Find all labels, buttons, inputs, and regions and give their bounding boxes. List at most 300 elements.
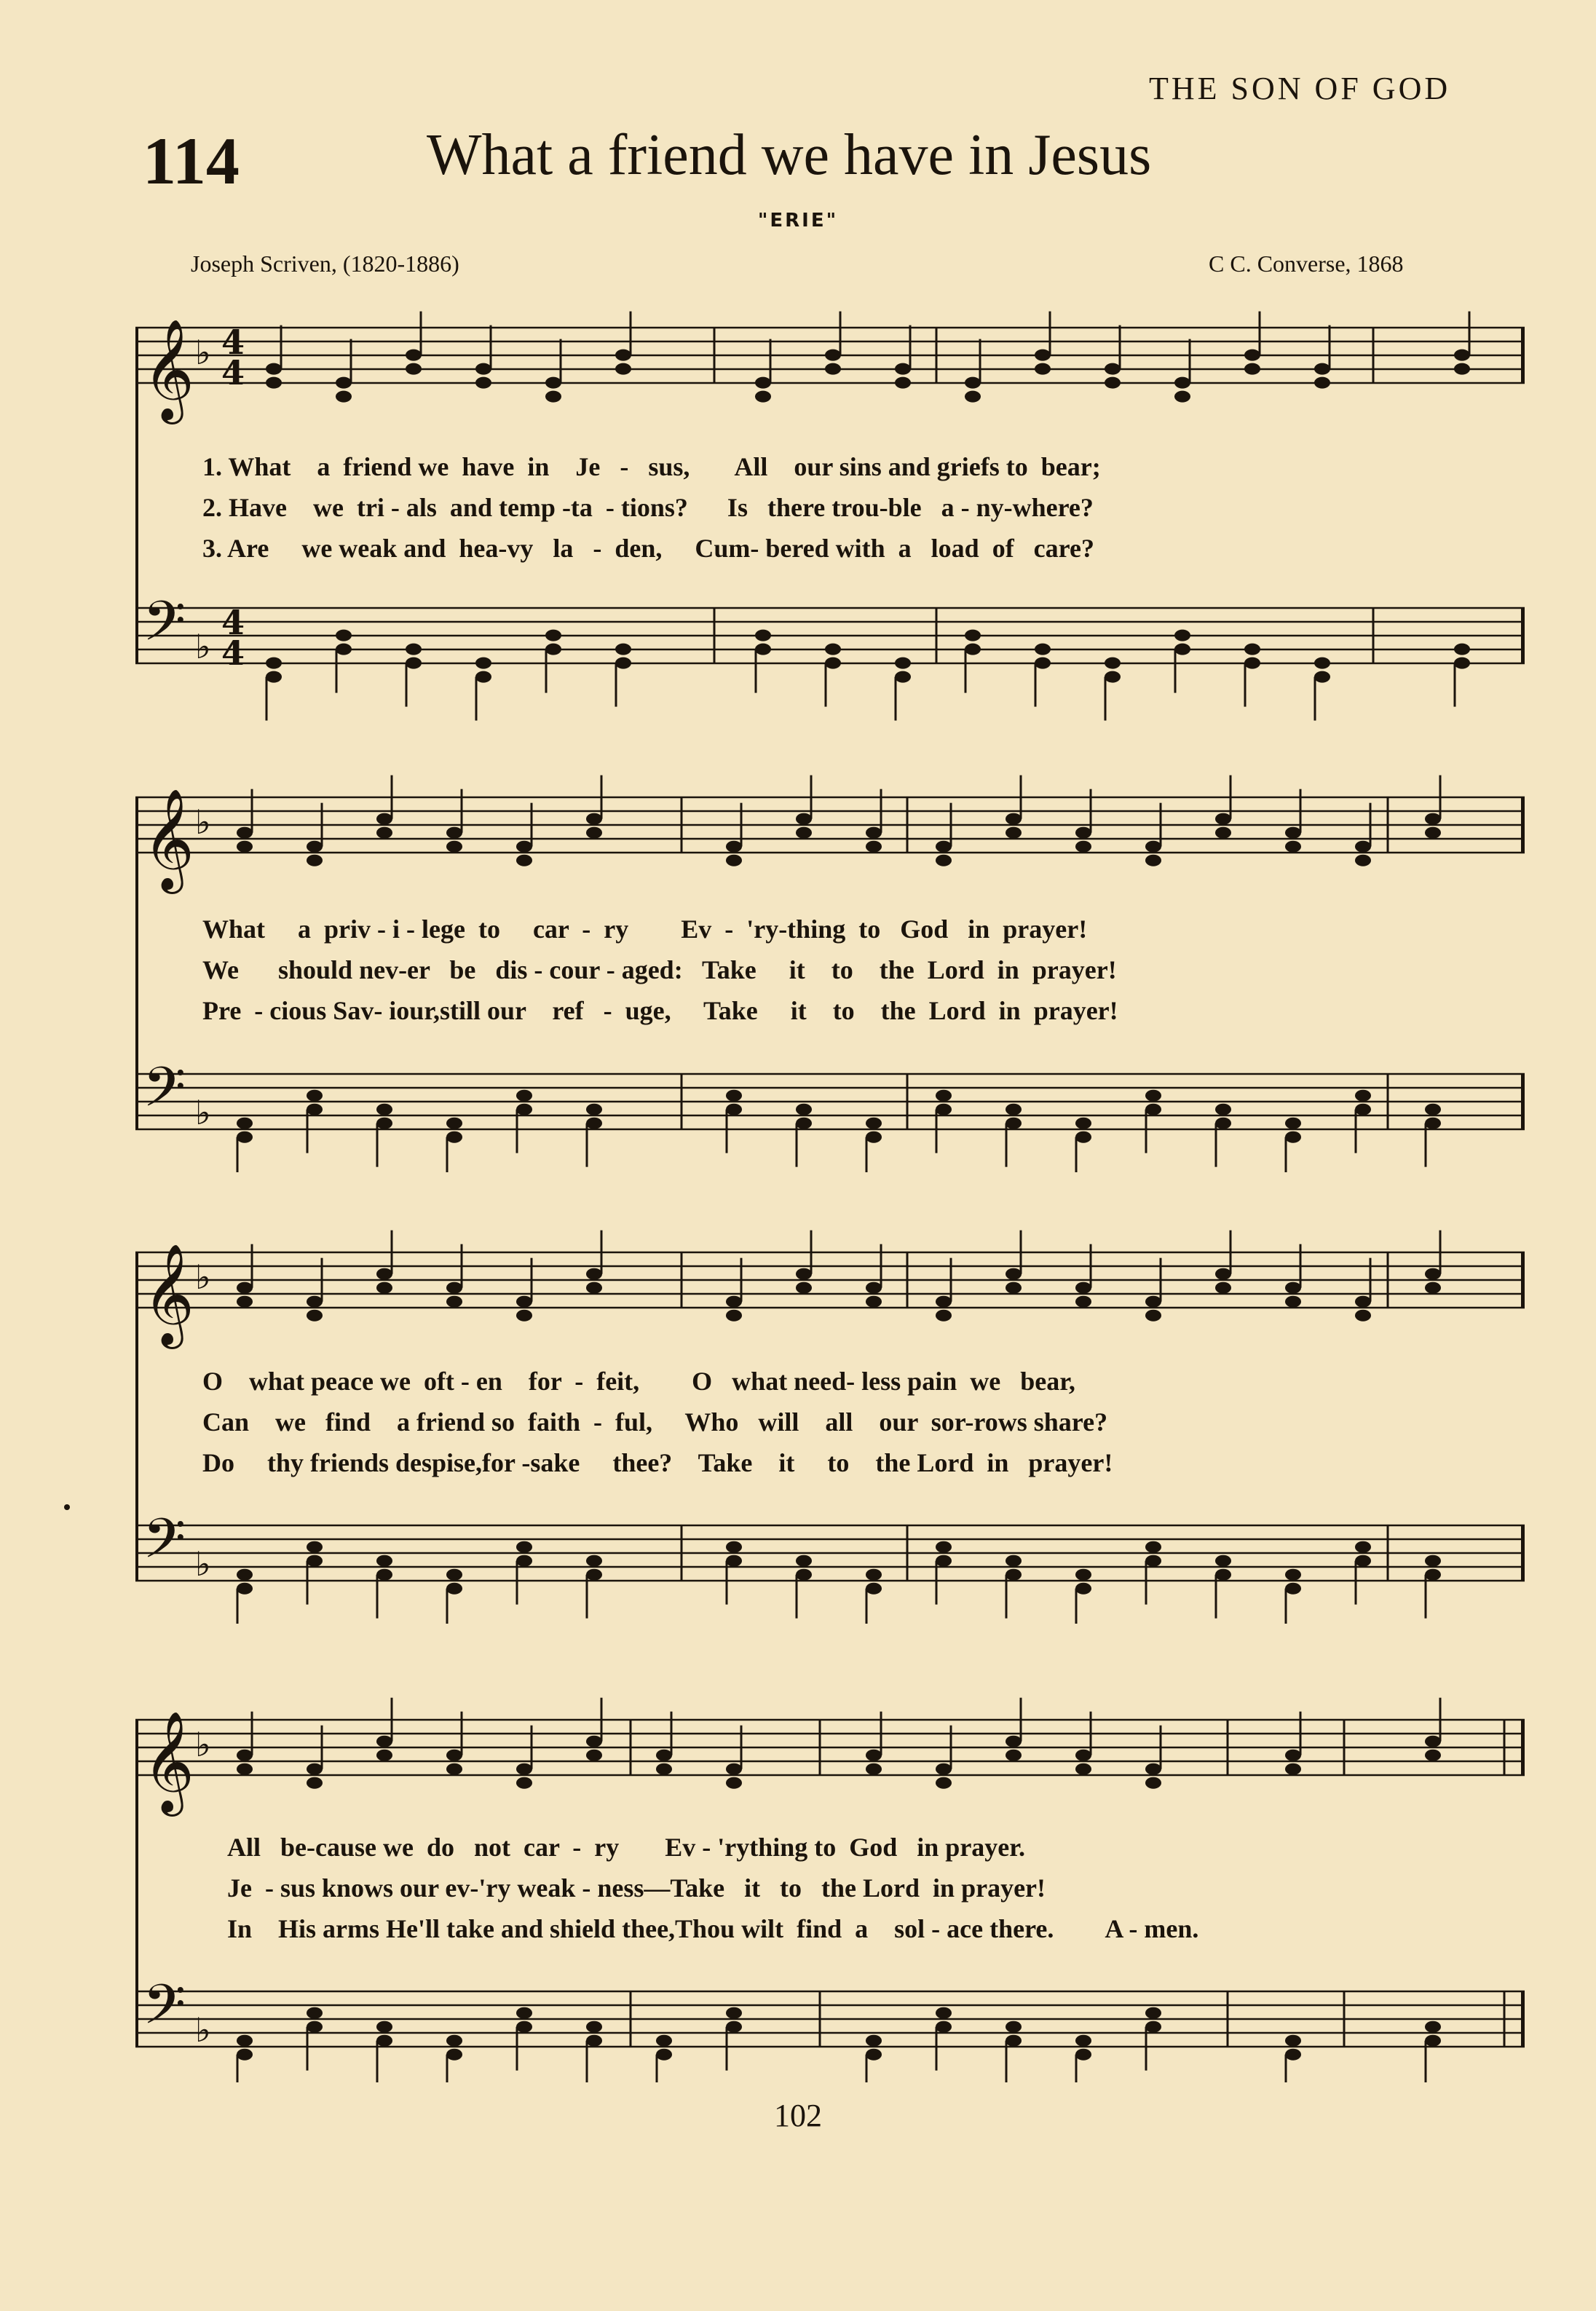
treble-clef-icon: 𝄞 — [143, 789, 194, 890]
note-head — [1006, 2035, 1022, 2047]
note-head — [726, 1777, 742, 1789]
note-head — [237, 827, 253, 839]
note-head — [866, 1750, 882, 1761]
note-head — [825, 657, 841, 669]
note-head — [1006, 813, 1022, 825]
note-head — [866, 1569, 882, 1581]
note-head — [1425, 1104, 1441, 1115]
note-head — [376, 1268, 392, 1280]
note-head — [1285, 1131, 1301, 1143]
note-head — [237, 1763, 253, 1775]
note-head — [1454, 363, 1470, 375]
note-head — [615, 363, 631, 375]
time-signature-bottom: 4 — [221, 633, 245, 673]
key-flat-icon: ♭ — [195, 1093, 211, 1132]
ink-speck — [64, 1504, 70, 1510]
note-head — [1006, 1736, 1022, 1747]
note-head — [1285, 2035, 1301, 2047]
note-head — [516, 2007, 532, 2019]
note-head — [1145, 1777, 1161, 1789]
note-head — [446, 2035, 462, 2047]
note-head — [516, 1296, 532, 1308]
note-head — [1105, 377, 1121, 389]
note-head — [307, 1541, 323, 1553]
note-head — [1145, 1763, 1161, 1775]
note-head — [237, 1131, 253, 1143]
note-head — [586, 2021, 602, 2033]
lyric-line-verse-3: In His arms He'll take and shield thee,Thou wilt find a sol - ace there. A - men. — [227, 1914, 1199, 1943]
note-head — [965, 630, 981, 641]
treble-clef-icon: 𝄞 — [143, 1244, 194, 1345]
note-head — [796, 827, 812, 839]
note-head — [406, 363, 422, 375]
note-head — [755, 644, 771, 655]
note-head — [866, 841, 882, 853]
section-header: THE SON OF GOD — [1149, 71, 1451, 106]
note-head — [1314, 377, 1330, 389]
time-signature-top: 4 — [221, 603, 245, 642]
note-head — [936, 1541, 952, 1553]
note-head — [866, 1583, 882, 1595]
music-system-1 — [135, 306, 1525, 728]
note-head — [1215, 1268, 1231, 1280]
note-head — [237, 1118, 253, 1129]
note-head — [1075, 1296, 1091, 1308]
note-head — [1006, 1118, 1022, 1129]
note-head — [726, 1541, 742, 1553]
lyric-line-verse-1: What a priv - i - lege to car - ry Ev - 'ry-thing to God in prayer! — [202, 914, 1088, 944]
note-head — [1006, 827, 1022, 839]
note-head — [545, 391, 561, 403]
lyric-line-verse-3: Do thy friends despise,for -sake thee? Take it to the Lord in prayer! — [202, 1448, 1113, 1477]
note-head — [475, 377, 491, 389]
note-head — [1075, 827, 1091, 839]
note-head — [866, 1282, 882, 1294]
note-head — [726, 1763, 742, 1775]
note-head — [307, 1310, 323, 1322]
note-head — [1355, 855, 1371, 866]
note-head — [1075, 1583, 1091, 1595]
note-head — [237, 2035, 253, 2047]
note-head — [1075, 1118, 1091, 1129]
note-head — [545, 377, 561, 389]
note-head — [965, 377, 981, 389]
note-head — [1285, 841, 1301, 853]
note-head — [726, 2021, 742, 2033]
note-head — [1145, 1555, 1161, 1567]
lyric-line-verse-2: We should nev-er be dis - cour - aged: Take it to the Lord in prayer! — [202, 955, 1117, 984]
note-head — [1145, 1104, 1161, 1115]
bass-clef-icon: 𝄢 — [143, 1055, 186, 1133]
note-head — [796, 1555, 812, 1567]
note-head — [266, 377, 282, 389]
note-head — [1006, 1104, 1022, 1115]
note-head — [586, 1268, 602, 1280]
note-head — [1145, 2021, 1161, 2033]
note-head — [796, 813, 812, 825]
note-head — [1075, 1131, 1091, 1143]
lyric-line-verse-1: 1. What a friend we have in Je - sus, All our sins and griefs to bear; — [202, 452, 1101, 481]
note-head — [726, 2007, 742, 2019]
note-head — [1215, 1282, 1231, 1294]
bass-clef-icon: 𝄢 — [143, 1972, 186, 2050]
note-head — [1285, 1282, 1301, 1294]
key-flat-icon: ♭ — [195, 1544, 211, 1584]
note-head — [446, 1282, 462, 1294]
note-head — [796, 1118, 812, 1129]
note-head — [586, 827, 602, 839]
note-head — [516, 1763, 532, 1775]
key-flat-icon: ♭ — [195, 802, 211, 842]
note-head — [237, 1583, 253, 1595]
note-head — [586, 1750, 602, 1761]
hymn-number: 114 — [143, 124, 240, 198]
note-head — [266, 657, 282, 669]
note-head — [1355, 1296, 1371, 1308]
note-head — [336, 644, 352, 655]
note-head — [1145, 1310, 1161, 1322]
note-head — [237, 1282, 253, 1294]
note-head — [446, 1569, 462, 1581]
note-head — [726, 841, 742, 853]
note-head — [1145, 1090, 1161, 1102]
note-head — [796, 1104, 812, 1115]
note-head — [1006, 1569, 1022, 1581]
note-head — [1425, 1736, 1441, 1747]
note-head — [1145, 2007, 1161, 2019]
note-head — [307, 1555, 323, 1567]
note-head — [1145, 855, 1161, 866]
note-head — [1174, 391, 1190, 403]
note-head — [1006, 1555, 1022, 1567]
note-head — [1174, 644, 1190, 655]
note-head — [516, 1310, 532, 1322]
tune-name: "ERIE" — [757, 210, 839, 232]
note-head — [825, 644, 841, 655]
note-head — [1425, 1282, 1441, 1294]
note-head — [726, 1296, 742, 1308]
note-head — [1285, 1118, 1301, 1129]
note-head — [516, 2021, 532, 2033]
note-head — [1425, 2035, 1441, 2047]
note-head — [866, 2049, 882, 2061]
note-head — [936, 1555, 952, 1567]
note-head — [796, 1268, 812, 1280]
note-head — [726, 1555, 742, 1567]
note-head — [446, 1296, 462, 1308]
note-head — [586, 1118, 602, 1129]
note-head — [755, 377, 771, 389]
note-head — [1006, 1268, 1022, 1280]
note-head — [1285, 1763, 1301, 1775]
time-signature-top: 4 — [221, 323, 245, 362]
note-head — [446, 827, 462, 839]
note-head — [446, 2049, 462, 2061]
music-system-3 — [135, 1216, 1525, 1624]
note-head — [586, 1104, 602, 1115]
note-head — [726, 1104, 742, 1115]
note-head — [1425, 2021, 1441, 2033]
note-head — [545, 630, 561, 641]
note-head — [1454, 657, 1470, 669]
note-head — [866, 1763, 882, 1775]
note-head — [516, 841, 532, 853]
note-head — [1174, 630, 1190, 641]
note-head — [545, 644, 561, 655]
note-head — [1425, 1555, 1441, 1567]
note-head — [656, 2035, 672, 2047]
note-head — [1035, 349, 1051, 361]
note-head — [1425, 1268, 1441, 1280]
note-head — [1355, 841, 1371, 853]
note-head — [1075, 1750, 1091, 1761]
note-head — [936, 1310, 952, 1322]
note-head — [895, 671, 911, 683]
note-head — [376, 1750, 392, 1761]
note-head — [475, 363, 491, 375]
note-head — [1075, 2049, 1091, 2061]
note-head — [336, 391, 352, 403]
music-system-4 — [135, 1689, 1525, 2082]
note-head — [237, 1569, 253, 1581]
bass-clef-icon: 𝄢 — [143, 589, 186, 667]
note-head — [307, 841, 323, 853]
note-head — [307, 1090, 323, 1102]
note-head — [1075, 2035, 1091, 2047]
lyric-line-verse-1: All be-cause we do not car - ry Ev - 'rything to God in prayer. — [227, 1833, 1025, 1862]
note-head — [796, 1282, 812, 1294]
treble-clef-icon: 𝄞 — [143, 1711, 194, 1812]
note-head — [825, 363, 841, 375]
note-head — [1454, 644, 1470, 655]
note-head — [406, 644, 422, 655]
note-head — [586, 813, 602, 825]
note-head — [446, 1131, 462, 1143]
note-head — [376, 1282, 392, 1294]
note-head — [615, 657, 631, 669]
page-number: 102 — [774, 2098, 822, 2133]
note-head — [446, 1583, 462, 1595]
note-head — [376, 1569, 392, 1581]
note-head — [586, 1282, 602, 1294]
note-head — [936, 855, 952, 866]
note-head — [336, 377, 352, 389]
author-credit: Joseph Scriven, (1820-1886) — [191, 250, 459, 277]
note-head — [307, 1763, 323, 1775]
note-head — [1075, 841, 1091, 853]
note-head — [1006, 1282, 1022, 1294]
note-head — [1215, 1118, 1231, 1129]
note-head — [586, 1569, 602, 1581]
note-head — [1425, 813, 1441, 825]
note-head — [475, 671, 491, 683]
note-head — [1174, 377, 1190, 389]
note-head — [1075, 1763, 1091, 1775]
note-head — [1425, 1569, 1441, 1581]
note-head — [1035, 657, 1051, 669]
note-head — [307, 1296, 323, 1308]
note-head — [516, 1104, 532, 1115]
key-flat-icon: ♭ — [195, 2010, 211, 2050]
note-head — [376, 827, 392, 839]
note-head — [936, 2007, 952, 2019]
note-head — [446, 1750, 462, 1761]
note-head — [307, 1777, 323, 1789]
note-head — [1285, 2049, 1301, 2061]
lyric-line-verse-2: 2. Have we tri - als and temp -ta - tions? Is there trou-ble a - ny-where? — [202, 493, 1094, 522]
note-head — [376, 1104, 392, 1115]
note-head — [516, 1777, 532, 1789]
note-head — [1355, 1555, 1371, 1567]
note-head — [1145, 841, 1161, 853]
note-head — [1244, 657, 1260, 669]
composer-credit: C C. Converse, 1868 — [1209, 250, 1404, 277]
note-head — [726, 1090, 742, 1102]
key-flat-icon: ♭ — [195, 627, 211, 666]
note-head — [1454, 349, 1470, 361]
note-head — [237, 1296, 253, 1308]
note-head — [1244, 349, 1260, 361]
note-head — [307, 1104, 323, 1115]
note-head — [1285, 1583, 1301, 1595]
note-head — [726, 1310, 742, 1322]
note-head — [936, 1090, 952, 1102]
note-head — [516, 1090, 532, 1102]
note-head — [1425, 1750, 1441, 1761]
note-head — [1355, 1310, 1371, 1322]
note-head — [307, 2007, 323, 2019]
note-head — [1075, 1282, 1091, 1294]
note-head — [1355, 1104, 1371, 1115]
note-head — [615, 644, 631, 655]
note-head — [615, 349, 631, 361]
note-head — [866, 1118, 882, 1129]
note-head — [936, 2021, 952, 2033]
note-head — [1145, 1541, 1161, 1553]
note-head — [446, 1763, 462, 1775]
note-head — [475, 657, 491, 669]
note-head — [1215, 813, 1231, 825]
note-head — [656, 2049, 672, 2061]
note-head — [1035, 644, 1051, 655]
lyric-line-verse-2: Can we find a friend so faith - ful, Who will all our sor-rows share? — [202, 1407, 1108, 1437]
note-head — [446, 841, 462, 853]
lyric-line-verse-2: Je - sus knows our ev-'ry weak - ness—Take it to the Lord in prayer! — [227, 1873, 1046, 1903]
note-head — [726, 855, 742, 866]
note-head — [796, 1569, 812, 1581]
note-head — [1145, 1296, 1161, 1308]
note-head — [1285, 1569, 1301, 1581]
note-head — [1285, 827, 1301, 839]
note-head — [237, 2049, 253, 2061]
note-head — [1215, 827, 1231, 839]
note-head — [336, 630, 352, 641]
note-head — [1244, 363, 1260, 375]
note-head — [656, 1750, 672, 1761]
note-head — [936, 1777, 952, 1789]
note-head — [1425, 827, 1441, 839]
note-head — [895, 657, 911, 669]
note-head — [1105, 657, 1121, 669]
note-head — [895, 363, 911, 375]
note-head — [1425, 1118, 1441, 1129]
note-head — [266, 363, 282, 375]
note-head — [866, 827, 882, 839]
music-system-2 — [135, 765, 1525, 1172]
note-head — [1006, 2021, 1022, 2033]
note-head — [866, 1296, 882, 1308]
note-head — [965, 391, 981, 403]
note-head — [1244, 644, 1260, 655]
key-flat-icon: ♭ — [195, 1725, 211, 1764]
lyric-line-verse-1: O what peace we oft - en for - feit, O what need- less pain we bear, — [202, 1367, 1075, 1396]
note-head — [266, 671, 282, 683]
note-head — [1285, 1750, 1301, 1761]
note-head — [1105, 671, 1121, 683]
note-head — [936, 1763, 952, 1775]
note-head — [936, 1296, 952, 1308]
note-head — [965, 644, 981, 655]
note-head — [586, 1555, 602, 1567]
bass-clef-icon: 𝄢 — [143, 1506, 186, 1584]
note-head — [1314, 363, 1330, 375]
note-head — [237, 841, 253, 853]
note-head — [376, 2035, 392, 2047]
note-head — [1355, 1541, 1371, 1553]
note-head — [586, 2035, 602, 2047]
note-head — [516, 855, 532, 866]
lyric-line-verse-3: 3. Are we weak and hea-vy la - den, Cum- bered with a load of care? — [202, 534, 1094, 563]
note-head — [825, 349, 841, 361]
note-head — [1105, 363, 1121, 375]
note-head — [936, 841, 952, 853]
note-head — [1215, 1555, 1231, 1567]
note-head — [586, 1736, 602, 1747]
note-head — [516, 1541, 532, 1553]
note-head — [307, 855, 323, 866]
note-head — [755, 391, 771, 403]
note-head — [376, 1736, 392, 1747]
note-head — [866, 2035, 882, 2047]
note-head — [755, 630, 771, 641]
note-head — [516, 1555, 532, 1567]
key-flat-icon: ♭ — [195, 1257, 211, 1297]
note-head — [1285, 1296, 1301, 1308]
note-head — [446, 1118, 462, 1129]
note-head — [406, 657, 422, 669]
note-head — [376, 2021, 392, 2033]
note-head — [1215, 1569, 1231, 1581]
key-flat-icon: ♭ — [195, 333, 211, 372]
note-head — [1215, 1104, 1231, 1115]
note-head — [1355, 1090, 1371, 1102]
note-head — [376, 813, 392, 825]
note-head — [936, 1104, 952, 1115]
note-head — [406, 349, 422, 361]
note-head — [1075, 1569, 1091, 1581]
note-head — [1314, 657, 1330, 669]
note-head — [376, 1118, 392, 1129]
note-head — [1314, 671, 1330, 683]
lyric-line-verse-3: Pre - cious Sav- iour,still our ref - uge, Take it to the Lord in prayer! — [202, 996, 1118, 1025]
note-head — [1006, 1750, 1022, 1761]
treble-clef-icon: 𝄞 — [143, 319, 194, 420]
note-head — [866, 1131, 882, 1143]
note-head — [237, 1750, 253, 1761]
time-signature-bottom: 4 — [221, 353, 245, 392]
note-head — [895, 377, 911, 389]
note-head — [1035, 363, 1051, 375]
